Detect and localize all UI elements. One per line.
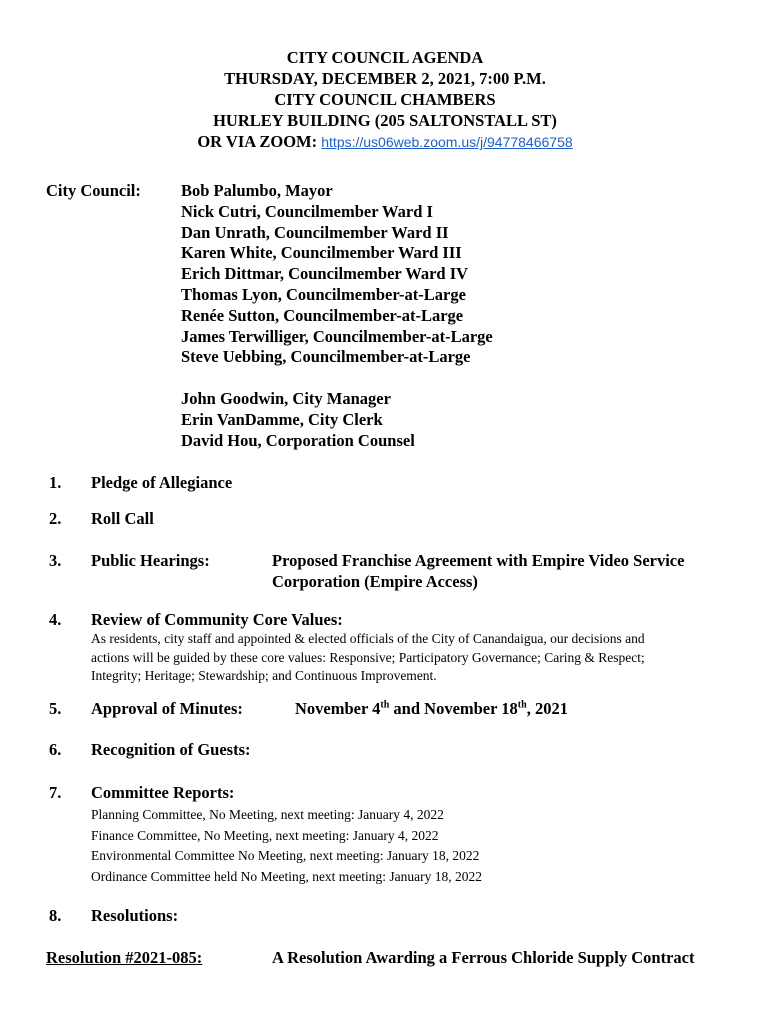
- zoom-link[interactable]: https://us06web.zoom.us/j/94778466758: [321, 134, 573, 150]
- city-staff: [181, 389, 415, 451]
- member-name: Erich Dittmar, Councilmember Ward IV: [181, 264, 469, 284]
- staff-name: Erin VanDamme, City Clerk: [181, 409, 383, 429]
- core-values-line: Integrity; Heritage; Stewardship; and Continuous Improvement.: [91, 668, 437, 683]
- item-number: 6.: [49, 740, 62, 759]
- core-values-text: [91, 630, 731, 686]
- committee-report: Ordinance Committee held No Meeting, next meeting: January 18, 2022: [91, 868, 483, 884]
- item-number: 3.: [49, 551, 62, 570]
- core-values-line: actions will be guided by these core values: Responsive; Participatory Governance; Caring & Respect;: [91, 649, 645, 665]
- committee-report: Environmental Committee No Meeting, next meeting: January 18, 2022: [91, 848, 480, 863]
- header-title: CITY COUNCIL AGENDA: [286, 48, 484, 67]
- member-name: Dan Unrath, Councilmember Ward II: [181, 222, 449, 242]
- header-building: HURLEY BUILDING (205 SALTONSTALL ST): [213, 111, 557, 130]
- council-label: City Council:: [46, 181, 141, 200]
- item-number: 7.: [49, 783, 62, 802]
- member-name: Steve Uebbing, Councilmember-at-Large: [181, 347, 471, 367]
- resolution-title: A Resolution Awarding a Ferrous Chloride Supply Contract: [272, 948, 695, 967]
- item-title: Recognition of Guests:: [91, 740, 251, 759]
- member-name: Renée Sutton, Councilmember-at-Large: [181, 305, 464, 325]
- item-title: Approval of Minutes:: [91, 699, 243, 718]
- member-name: Thomas Lyon, Councilmember-at-Large: [181, 284, 466, 304]
- item-title: Review of Community Core Values:: [91, 610, 343, 629]
- agenda-header: [0, 47, 770, 153]
- item-title: Resolutions:: [91, 906, 179, 925]
- item-number: 5.: [49, 699, 62, 718]
- hearing-detail: Corporation (Empire Access): [272, 572, 478, 591]
- header-location: CITY COUNCIL CHAMBERS: [274, 90, 496, 109]
- committee-report: Finance Committee, No Meeting, next meeting: January 4, 2022: [91, 827, 439, 843]
- member-name: Bob Palumbo, Mayor: [181, 181, 333, 200]
- hearing-detail: Proposed Franchise Agreement with Empire Video Service: [272, 551, 685, 570]
- item-number: 8.: [49, 906, 62, 925]
- header-zoom: [0, 131, 770, 153]
- member-name: Nick Cutri, Councilmember Ward I: [181, 201, 433, 221]
- minutes-dates: November 4th and November 18th, 2021: [295, 699, 568, 718]
- item-title: Committee Reports:: [91, 783, 235, 802]
- resolution-id: Resolution #2021-085:: [46, 948, 203, 967]
- committee-report-list: [91, 805, 482, 887]
- zoom-label: OR VIA ZOOM:: [197, 132, 318, 151]
- header-date: THURSDAY, DECEMBER 2, 2021, 7:00 P.M.: [224, 69, 546, 88]
- item-title: Pledge of Allegiance: [91, 473, 233, 492]
- member-name: Karen White, Councilmember Ward III: [181, 243, 462, 263]
- item-title: Roll Call: [91, 509, 154, 528]
- staff-name: John Goodwin, City Manager: [181, 389, 391, 408]
- item-number: 4.: [49, 610, 62, 629]
- staff-name: David Hou, Corporation Counsel: [181, 430, 415, 450]
- item-number: 1.: [49, 473, 62, 492]
- item-number: 2.: [49, 509, 62, 528]
- core-values-line: As residents, city staff and appointed & elected officials of the City of Canandaigua, our decisions and: [91, 631, 645, 646]
- item-title: Public Hearings:: [91, 551, 210, 570]
- committee-report: Planning Committee, No Meeting, next meeting: January 4, 2022: [91, 807, 444, 822]
- member-name: James Terwilliger, Councilmember-at-Large: [181, 326, 493, 346]
- council-members: [181, 181, 493, 368]
